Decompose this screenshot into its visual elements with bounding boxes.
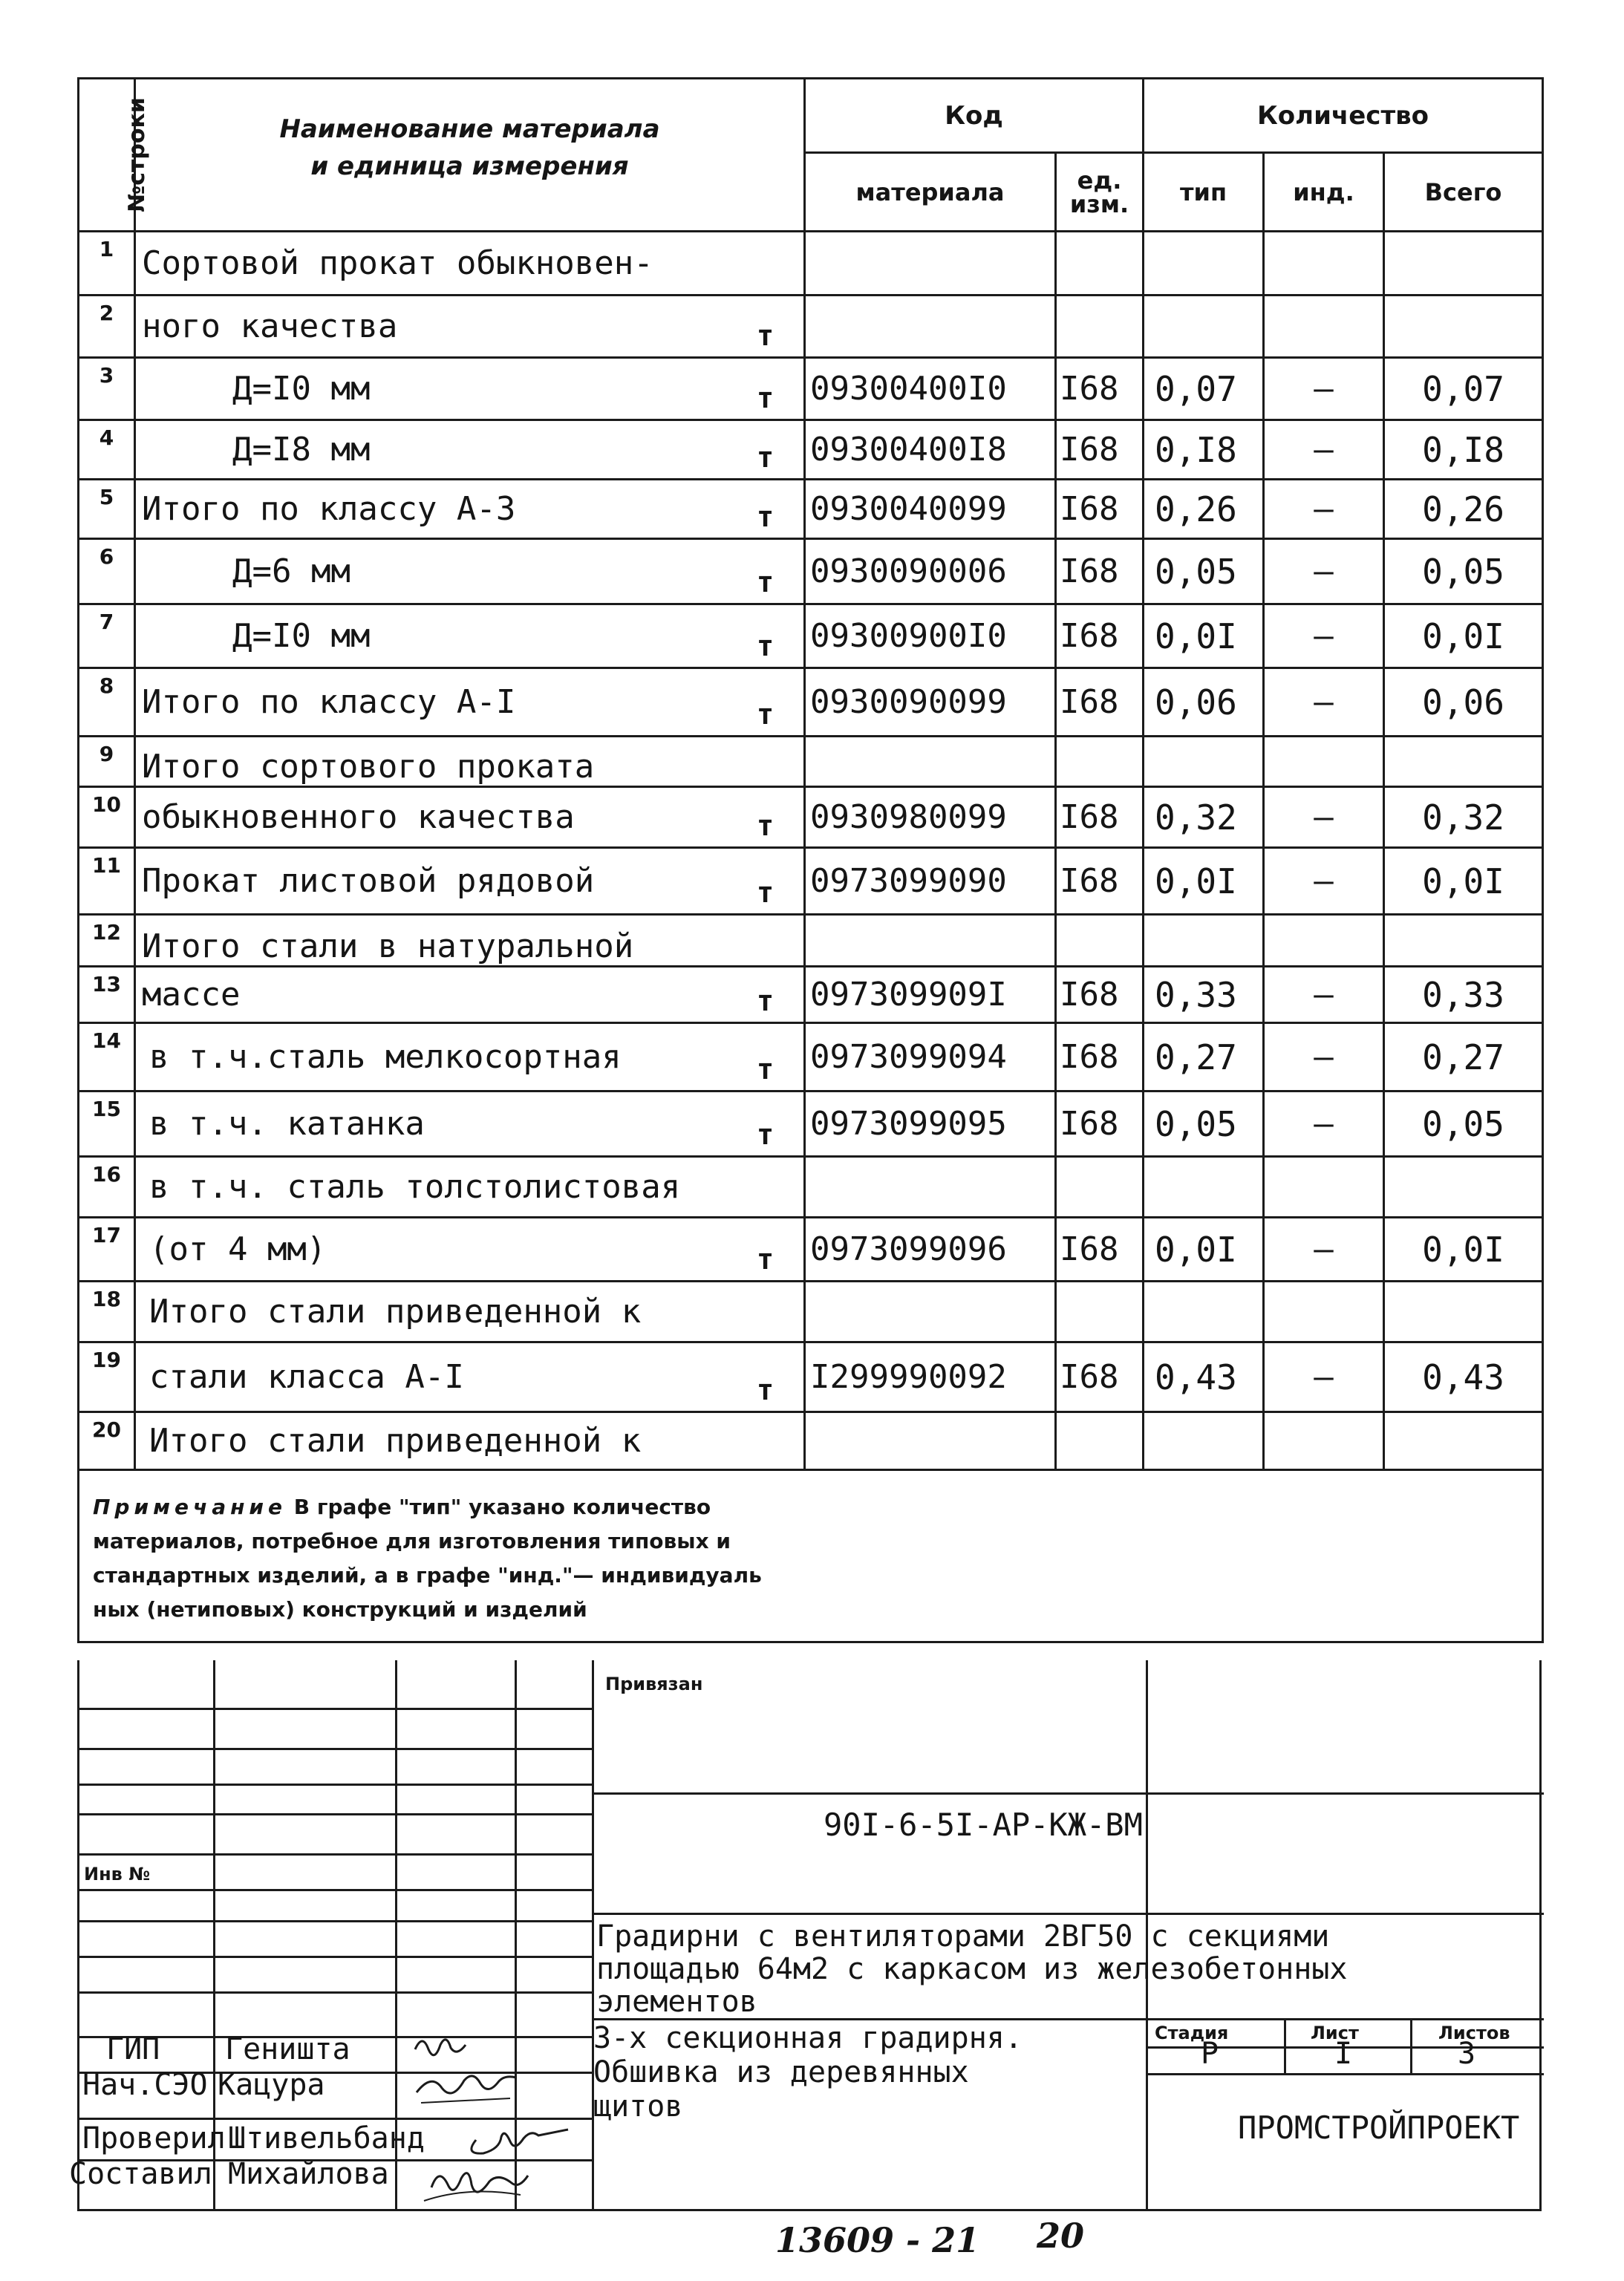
material-name: в т.ч. сталь толстолистовая [135,1157,805,1218]
sheets-value: 3 [1458,2037,1476,2071]
document-code: 90I-6-5I-АР-КЖ-ВМ [824,1807,1143,1843]
materials-table [77,77,1544,1643]
stage-label: Стадия [1155,2023,1229,2043]
qty-type-header: тип [1144,153,1264,232]
table-row: 11 Прокат листовой рядовой т 0973099090 I68 0,0I – 0,0I [79,848,1543,915]
table-row: 18 Итого стали приведенной к [79,1282,1543,1342]
note-lead: Примечание [93,1494,287,1519]
table-row: 20 Итого стали приведенной к [79,1412,1543,1470]
table-row: 14 в т.ч.сталь мелкосортная т 0973099094 I68 0,27 – 0,27 [79,1023,1543,1091]
table-row: 9 Итого сортового проката [79,737,1543,787]
chief-name: Кацура [218,2068,325,2102]
table-row: 3 Д=I0 мм т 09300400I0 I68 0,07 – 0,07 [79,358,1543,420]
table-row: 8 Итого по классу А-I т 0930090099 I68 0,06 – 0,06 [79,668,1543,737]
material-name: Сортовой прокат обыкновен- [135,232,805,296]
table-row: 1 Сортовой прокат обыкновен- [79,232,1543,296]
material-name: массе т [135,967,805,1023]
material-name: обыкновенного качества т [135,787,805,848]
table-row: 12 Итого стали в натуральной [79,915,1543,967]
note-row [79,1470,1543,1642]
table-row: 5 Итого по классу А-3 т 0930040099 I68 0,26 – 0,26 [79,480,1543,539]
table-row: 10 обыкновенного качества т 0930980099 I68 0,32 – 0,32 [79,787,1543,848]
material-name: (от 4 мм) т [135,1218,805,1282]
material-name: в т.ч. катанка т [135,1091,805,1157]
material-name: Итого стали в натуральной [135,915,805,967]
page-number: 20 [1037,2216,1085,2256]
material-name: стали класса А-I т [135,1342,805,1412]
material-name: Итого сортового проката [135,737,805,787]
material-name: Итого по классу А-3 т [135,480,805,539]
code-header: Код [805,79,1144,153]
material-name: ного качества т [135,296,805,358]
note: Примечание В графе "тип" указано количество материалов, потребное для изготовления типовых и стандартных изделий, а в графе "инд."— индивидуаль ных (нетиповых) конструкций и изделий [79,1470,1543,1642]
material-name: Итого по классу А-I т [135,668,805,737]
order-number: 13609 - 21 [775,2220,980,2260]
sheets-label: Листов [1438,2023,1510,2043]
stage-value: Р [1201,2037,1219,2071]
quantity-header: Количество [1144,79,1543,153]
title-block [69,1660,1542,2211]
sheet-title: 3-х секционная градирня. Обшивка из деревянных щитов [593,2021,1023,2124]
code-material-header: материала [805,153,1056,232]
organization: ПРОМСТРОЙПРОЕКТ [1238,2109,1520,2146]
material-name: Д=6 мм т [135,539,805,604]
sheet-value: I [1334,2037,1353,2071]
signatures [406,2029,584,2211]
project-title: Градирни с вентиляторами 2ВГ50 с секциями площадью 64м2 с каркасом из железобетонных элементов [596,1919,1348,2019]
table-row: 13 массе т 097309909I I68 0,33 – 0,33 [79,967,1543,1023]
material-name: Итого стали приведенной к [135,1412,805,1470]
gip-name: Геништа [225,2032,350,2066]
gip-role: ГИП [106,2032,160,2066]
table-row: 4 Д=I8 мм т 09300400I8 I68 0,I8 – 0,I8 [79,420,1543,480]
checked-name: Штивельбанд [228,2121,425,2156]
chief-role: Нач.СЭО [82,2068,208,2102]
table-row: 15 в т.ч. катанка т 0973099095 I68 0,05 – 0,05 [79,1091,1543,1157]
table-row: 7 Д=I0 мм т 09300900I0 I68 0,0I – 0,0I [79,604,1543,668]
qty-total-header: Всего [1384,153,1543,232]
privyazan-label: Привязан [605,1674,703,1694]
table-row: 16 в т.ч. сталь толстолистовая [79,1157,1543,1218]
material-name: Д=I0 мм т [135,604,805,668]
unit-code-header: ед. изм. [1056,153,1144,232]
material-name: Д=I0 мм т [135,358,805,420]
material-name: Прокат листовой рядовой т [135,848,805,915]
table-row: 6 Д=6 мм т 0930090006 I68 0,05 – 0,05 [79,539,1543,604]
table-row: 2 ного качества т [79,296,1543,358]
qty-ind-header: инд. [1264,153,1384,232]
table-row: 19 стали класса А-I т I299990092 I68 0,43 – 0,43 [79,1342,1543,1412]
material-name-header: Наименование материала и единица измерения [135,79,805,232]
compiled-name: Михайлова [228,2157,389,2191]
material-name: в т.ч.сталь мелкосортная т [135,1023,805,1091]
compiled-role: Составил [69,2157,212,2191]
sheet-label: Лист [1311,2023,1359,2043]
inventory-number-label: Инв № [84,1864,151,1884]
checked-role: Проверил [82,2121,226,2156]
material-name: Итого стали приведенной к [135,1282,805,1342]
material-name: Д=I8 мм т [135,420,805,480]
row-number-header: №строки [79,79,135,232]
table-row: 17 (от 4 мм) т 0973099096 I68 0,0I – 0,0I [79,1218,1543,1282]
